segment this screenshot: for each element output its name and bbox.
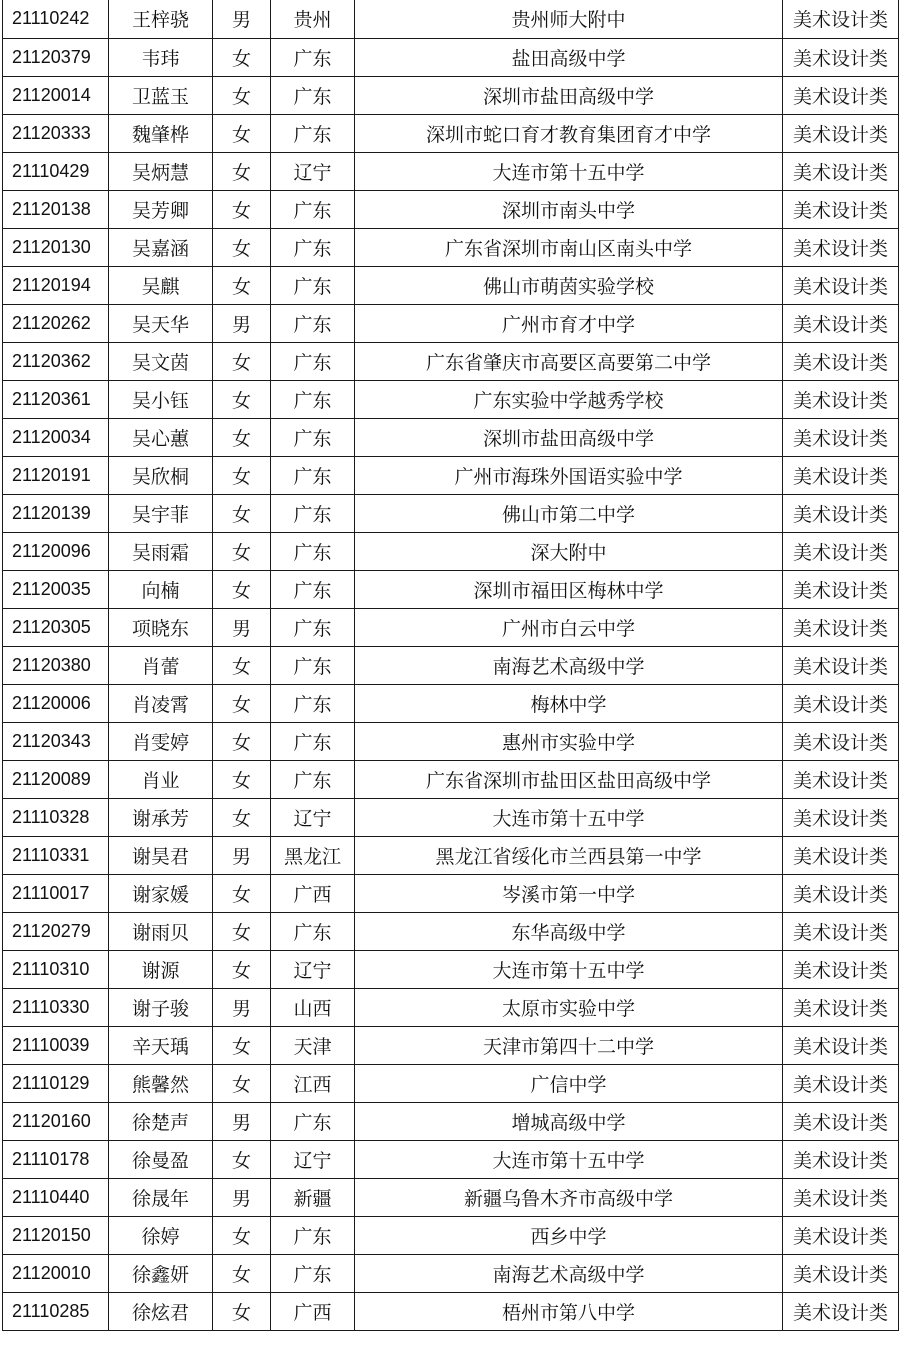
student-name-cell: 肖凌霄 (109, 684, 213, 722)
student-name-cell: 肖业 (109, 760, 213, 798)
province-cell: 广东 (271, 722, 355, 760)
school-cell: 太原市实验中学 (355, 988, 783, 1026)
candidate-id-cell: 21120160 (3, 1102, 109, 1140)
gender-cell: 女 (213, 494, 271, 532)
table-row (3, 646, 899, 684)
student-name-cell: 谢昊君 (109, 836, 213, 874)
candidate-id-cell: 21120279 (3, 912, 109, 950)
candidate-id-cell: 21110285 (3, 1292, 109, 1330)
school-cell: 南海艺术高级中学 (355, 646, 783, 684)
student-name-cell: 项晓东 (109, 608, 213, 646)
table-row (3, 950, 899, 988)
province-cell: 广东 (271, 1254, 355, 1292)
student-name-cell: 徐楚声 (109, 1102, 213, 1140)
table-row (3, 570, 899, 608)
province-cell: 广东 (271, 266, 355, 304)
category-cell: 美术设计类 (783, 1178, 899, 1216)
category-cell: 美术设计类 (783, 190, 899, 228)
category-cell: 美术设计类 (783, 152, 899, 190)
school-cell: 新疆乌鲁木齐市高级中学 (355, 1178, 783, 1216)
candidate-id-cell: 21110440 (3, 1178, 109, 1216)
category-cell: 美术设计类 (783, 228, 899, 266)
school-cell: 贵州师大附中 (355, 0, 783, 38)
gender-cell: 男 (213, 1178, 271, 1216)
category-cell: 美术设计类 (783, 760, 899, 798)
province-cell: 广东 (271, 380, 355, 418)
category-cell: 美术设计类 (783, 1254, 899, 1292)
candidate-id-cell: 21120035 (3, 570, 109, 608)
student-name-cell: 吴小钰 (109, 380, 213, 418)
gender-cell: 女 (213, 1292, 271, 1330)
student-name-cell: 谢源 (109, 950, 213, 988)
school-cell: 惠州市实验中学 (355, 722, 783, 760)
student-name-cell: 卫蓝玉 (109, 76, 213, 114)
gender-cell: 女 (213, 912, 271, 950)
gender-cell: 女 (213, 684, 271, 722)
candidate-id-cell: 21110328 (3, 798, 109, 836)
candidate-id-cell: 21110429 (3, 152, 109, 190)
province-cell: 贵州 (271, 0, 355, 38)
table-row (3, 684, 899, 722)
category-cell: 美术设计类 (783, 1064, 899, 1102)
student-name-cell: 谢子骏 (109, 988, 213, 1026)
gender-cell: 女 (213, 760, 271, 798)
gender-cell: 女 (213, 152, 271, 190)
table-row (3, 418, 899, 456)
table-row (3, 608, 899, 646)
table-row (3, 0, 899, 38)
category-cell: 美术设计类 (783, 608, 899, 646)
gender-cell: 女 (213, 38, 271, 76)
candidate-id-cell: 21120194 (3, 266, 109, 304)
gender-cell: 男 (213, 304, 271, 342)
province-cell: 广西 (271, 1292, 355, 1330)
category-cell: 美术设计类 (783, 266, 899, 304)
gender-cell: 男 (213, 836, 271, 874)
province-cell: 广东 (271, 114, 355, 152)
candidate-id-cell: 21120096 (3, 532, 109, 570)
province-cell: 广东 (271, 570, 355, 608)
table-row (3, 380, 899, 418)
category-cell: 美术设计类 (783, 1026, 899, 1064)
province-cell: 广东 (271, 912, 355, 950)
school-cell: 大连市第十五中学 (355, 152, 783, 190)
table-row (3, 1026, 899, 1064)
province-cell: 辽宁 (271, 1140, 355, 1178)
candidate-id-cell: 21120010 (3, 1254, 109, 1292)
candidate-id-cell: 21120130 (3, 228, 109, 266)
candidate-id-cell: 21120014 (3, 76, 109, 114)
student-name-cell: 吴欣桐 (109, 456, 213, 494)
student-name-cell: 韦玮 (109, 38, 213, 76)
gender-cell: 女 (213, 570, 271, 608)
school-cell: 深圳市盐田高级中学 (355, 76, 783, 114)
school-cell: 广州市白云中学 (355, 608, 783, 646)
candidate-id-cell: 21120138 (3, 190, 109, 228)
school-cell: 深圳市福田区梅林中学 (355, 570, 783, 608)
table-row (3, 494, 899, 532)
province-cell: 黑龙江 (271, 836, 355, 874)
category-cell: 美术设计类 (783, 646, 899, 684)
province-cell: 广东 (271, 76, 355, 114)
candidate-id-cell: 21120006 (3, 684, 109, 722)
gender-cell: 女 (213, 1064, 271, 1102)
gender-cell: 女 (213, 1254, 271, 1292)
gender-cell: 女 (213, 114, 271, 152)
school-cell: 盐田高级中学 (355, 38, 783, 76)
student-name-cell: 向楠 (109, 570, 213, 608)
gender-cell: 女 (213, 874, 271, 912)
category-cell: 美术设计类 (783, 874, 899, 912)
gender-cell: 女 (213, 190, 271, 228)
category-cell: 美术设计类 (783, 684, 899, 722)
gender-cell: 女 (213, 950, 271, 988)
table-row (3, 798, 899, 836)
candidate-id-cell: 21110039 (3, 1026, 109, 1064)
province-cell: 广东 (271, 1102, 355, 1140)
gender-cell: 女 (213, 76, 271, 114)
candidate-id-cell: 21110178 (3, 1140, 109, 1178)
student-name-cell: 吴芳卿 (109, 190, 213, 228)
student-name-cell: 吴嘉涵 (109, 228, 213, 266)
category-cell: 美术设计类 (783, 304, 899, 342)
province-cell: 广东 (271, 1216, 355, 1254)
gender-cell: 女 (213, 798, 271, 836)
province-cell: 广东 (271, 494, 355, 532)
school-cell: 深圳市盐田高级中学 (355, 418, 783, 456)
student-name-cell: 徐鑫妍 (109, 1254, 213, 1292)
province-cell: 江西 (271, 1064, 355, 1102)
province-cell: 广东 (271, 760, 355, 798)
table-row (3, 342, 899, 380)
gender-cell: 女 (213, 532, 271, 570)
table-row (3, 190, 899, 228)
school-cell: 广东省深圳市南山区南头中学 (355, 228, 783, 266)
province-cell: 山西 (271, 988, 355, 1026)
category-cell: 美术设计类 (783, 570, 899, 608)
roster-body (3, 0, 899, 1330)
candidate-id-cell: 21110242 (3, 0, 109, 38)
category-cell: 美术设计类 (783, 418, 899, 456)
category-cell: 美术设计类 (783, 836, 899, 874)
category-cell: 美术设计类 (783, 456, 899, 494)
school-cell: 天津市第四十二中学 (355, 1026, 783, 1064)
student-name-cell: 王梓骁 (109, 0, 213, 38)
school-cell: 大连市第十五中学 (355, 798, 783, 836)
province-cell: 广东 (271, 608, 355, 646)
school-cell: 增城高级中学 (355, 1102, 783, 1140)
school-cell: 梧州市第八中学 (355, 1292, 783, 1330)
category-cell: 美术设计类 (783, 532, 899, 570)
school-cell: 广东省肇庆市高要区高要第二中学 (355, 342, 783, 380)
student-name-cell: 吴文茵 (109, 342, 213, 380)
candidate-id-cell: 21120139 (3, 494, 109, 532)
candidate-id-cell: 21120089 (3, 760, 109, 798)
school-cell: 佛山市第二中学 (355, 494, 783, 532)
student-name-cell: 徐炫君 (109, 1292, 213, 1330)
table-row (3, 1216, 899, 1254)
gender-cell: 男 (213, 608, 271, 646)
student-name-cell: 吴宇菲 (109, 494, 213, 532)
student-name-cell: 吴麒 (109, 266, 213, 304)
candidate-id-cell: 21120034 (3, 418, 109, 456)
table-row (3, 228, 899, 266)
student-name-cell: 徐晟年 (109, 1178, 213, 1216)
school-cell: 广东实验中学越秀学校 (355, 380, 783, 418)
candidate-id-cell: 21120150 (3, 1216, 109, 1254)
province-cell: 广东 (271, 684, 355, 722)
table-row (3, 114, 899, 152)
province-cell: 广东 (271, 646, 355, 684)
gender-cell: 女 (213, 456, 271, 494)
table-row (3, 912, 899, 950)
candidate-id-cell: 21120362 (3, 342, 109, 380)
student-name-cell: 徐曼盈 (109, 1140, 213, 1178)
category-cell: 美术设计类 (783, 798, 899, 836)
table-row (3, 1140, 899, 1178)
province-cell: 广东 (271, 456, 355, 494)
candidate-id-cell: 21120191 (3, 456, 109, 494)
province-cell: 天津 (271, 1026, 355, 1064)
category-cell: 美术设计类 (783, 114, 899, 152)
gender-cell: 女 (213, 1216, 271, 1254)
candidate-id-cell: 21120361 (3, 380, 109, 418)
table-row (3, 836, 899, 874)
table-row (3, 1254, 899, 1292)
student-name-cell: 肖雯婷 (109, 722, 213, 760)
student-name-cell: 吴心蕙 (109, 418, 213, 456)
table-row (3, 152, 899, 190)
student-name-cell: 吴炳慧 (109, 152, 213, 190)
category-cell: 美术设计类 (783, 988, 899, 1026)
gender-cell: 男 (213, 0, 271, 38)
gender-cell: 女 (213, 1140, 271, 1178)
school-cell: 深圳市蛇口育才教育集团育才中学 (355, 114, 783, 152)
category-cell: 美术设计类 (783, 1140, 899, 1178)
category-cell: 美术设计类 (783, 912, 899, 950)
school-cell: 南海艺术高级中学 (355, 1254, 783, 1292)
category-cell: 美术设计类 (783, 950, 899, 988)
student-name-cell: 谢家媛 (109, 874, 213, 912)
table-row (3, 1292, 899, 1330)
province-cell: 辽宁 (271, 152, 355, 190)
category-cell: 美术设计类 (783, 722, 899, 760)
student-name-cell: 肖蕾 (109, 646, 213, 684)
gender-cell: 女 (213, 1026, 271, 1064)
student-name-cell: 辛天瑀 (109, 1026, 213, 1064)
province-cell: 广东 (271, 228, 355, 266)
category-cell: 美术设计类 (783, 494, 899, 532)
province-cell: 辽宁 (271, 950, 355, 988)
school-cell: 大连市第十五中学 (355, 950, 783, 988)
table-row (3, 760, 899, 798)
school-cell: 岑溪市第一中学 (355, 874, 783, 912)
gender-cell: 女 (213, 266, 271, 304)
province-cell: 广西 (271, 874, 355, 912)
student-name-cell: 谢雨贝 (109, 912, 213, 950)
student-name-cell: 魏肇桦 (109, 114, 213, 152)
school-cell: 梅林中学 (355, 684, 783, 722)
category-cell: 美术设计类 (783, 0, 899, 38)
candidate-id-cell: 21120333 (3, 114, 109, 152)
gender-cell: 女 (213, 722, 271, 760)
school-cell: 黑龙江省绥化市兰西县第一中学 (355, 836, 783, 874)
table-row (3, 722, 899, 760)
category-cell: 美术设计类 (783, 38, 899, 76)
table-row (3, 988, 899, 1026)
category-cell: 美术设计类 (783, 342, 899, 380)
gender-cell: 男 (213, 988, 271, 1026)
gender-cell: 女 (213, 646, 271, 684)
category-cell: 美术设计类 (783, 1292, 899, 1330)
province-cell: 广东 (271, 304, 355, 342)
province-cell: 广东 (271, 532, 355, 570)
school-cell: 东华高级中学 (355, 912, 783, 950)
student-name-cell: 吴雨霜 (109, 532, 213, 570)
province-cell: 广东 (271, 190, 355, 228)
category-cell: 美术设计类 (783, 1216, 899, 1254)
table-row (3, 304, 899, 342)
table-row (3, 266, 899, 304)
candidate-id-cell: 21110330 (3, 988, 109, 1026)
student-name-cell: 熊馨然 (109, 1064, 213, 1102)
gender-cell: 女 (213, 228, 271, 266)
school-cell: 深大附中 (355, 532, 783, 570)
table-row (3, 532, 899, 570)
table-row (3, 1178, 899, 1216)
gender-cell: 女 (213, 418, 271, 456)
student-name-cell: 徐婷 (109, 1216, 213, 1254)
province-cell: 新疆 (271, 1178, 355, 1216)
category-cell: 美术设计类 (783, 76, 899, 114)
table-row (3, 874, 899, 912)
table-row (3, 1102, 899, 1140)
school-cell: 西乡中学 (355, 1216, 783, 1254)
school-cell: 广州市海珠外国语实验中学 (355, 456, 783, 494)
province-cell: 广东 (271, 38, 355, 76)
school-cell: 广州市育才中学 (355, 304, 783, 342)
school-cell: 广信中学 (355, 1064, 783, 1102)
candidate-id-cell: 21110129 (3, 1064, 109, 1102)
student-name-cell: 谢承芳 (109, 798, 213, 836)
candidate-id-cell: 21120262 (3, 304, 109, 342)
table-row (3, 1064, 899, 1102)
province-cell: 辽宁 (271, 798, 355, 836)
candidate-id-cell: 21110310 (3, 950, 109, 988)
candidate-id-cell: 21120343 (3, 722, 109, 760)
student-name-cell: 吴天华 (109, 304, 213, 342)
province-cell: 广东 (271, 418, 355, 456)
gender-cell: 女 (213, 380, 271, 418)
admission-roster-table (2, 0, 899, 1331)
school-cell: 佛山市萌茵实验学校 (355, 266, 783, 304)
gender-cell: 女 (213, 342, 271, 380)
table-row (3, 76, 899, 114)
gender-cell: 男 (213, 1102, 271, 1140)
school-cell: 深圳市南头中学 (355, 190, 783, 228)
school-cell: 大连市第十五中学 (355, 1140, 783, 1178)
candidate-id-cell: 21110331 (3, 836, 109, 874)
category-cell: 美术设计类 (783, 380, 899, 418)
province-cell: 广东 (271, 342, 355, 380)
candidate-id-cell: 21120379 (3, 38, 109, 76)
candidate-id-cell: 21120380 (3, 646, 109, 684)
candidate-id-cell: 21120305 (3, 608, 109, 646)
candidate-id-cell: 21110017 (3, 874, 109, 912)
category-cell: 美术设计类 (783, 1102, 899, 1140)
table-row (3, 38, 899, 76)
school-cell: 广东省深圳市盐田区盐田高级中学 (355, 760, 783, 798)
table-row (3, 456, 899, 494)
